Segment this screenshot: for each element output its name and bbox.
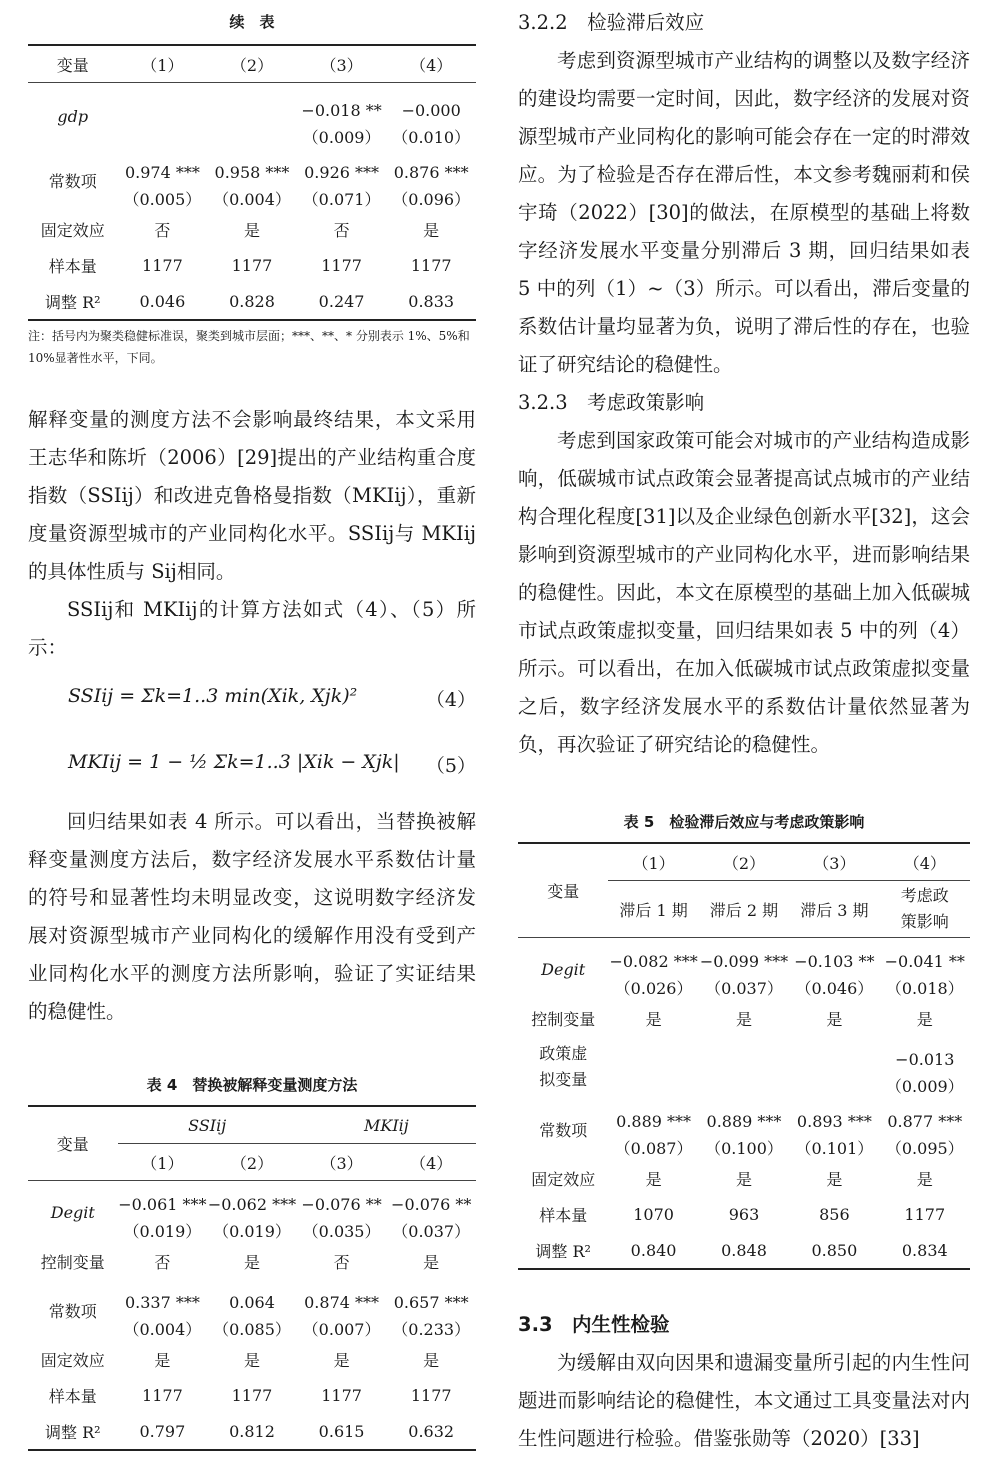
table-header-row: [28, 1106, 476, 1144]
cell: （0.101）: [795, 1138, 874, 1158]
cell: （0.018）: [885, 978, 964, 998]
row-label: 调整 R²: [45, 292, 101, 312]
cell: 0.046: [139, 291, 186, 311]
header-cell: （2）: [699, 843, 789, 881]
cell: 1177: [410, 1385, 452, 1405]
table-row: [518, 938, 970, 975]
cont-table: [28, 44, 476, 321]
cell: 0.840: [630, 1240, 677, 1260]
cell: [789, 1036, 879, 1072]
table-row: [518, 1000, 970, 1036]
header-cell: 变量: [547, 882, 580, 901]
cell: 0.064: [229, 1292, 275, 1312]
paragraph: 解释变量的测度方法不会影响最终结果，本文采用王志华和陈圻（2006）[29]提出的产业结构重合度指数（SSIij）和改进克鲁格曼指数（MKIij），重新度量资源型城市的产业同构化水平。SSIij与 MKIij的具体性质与 Sij相同。: [28, 408, 476, 583]
cell: （0.026）: [614, 978, 693, 998]
equation-4: [28, 667, 476, 733]
cell: [207, 123, 297, 149]
cell: −0.018 **: [301, 100, 382, 120]
header-cell: （3）: [320, 55, 363, 75]
paragraph: 回归结果如表 4 所示。可以看出，当替换被解释变量测度方法后，数字经济发展水平系数估计量的符号和显著性均未明显改变，这说明数字经济发展对资源型城市产业同构化的缓解作用没有受到产业同构化水平的测度方法所影响，验证了实证结果的稳健性。: [28, 810, 476, 1023]
table4: [28, 1105, 476, 1451]
cell: −0.062 ***: [207, 1194, 297, 1214]
cell: 是: [423, 1350, 440, 1370]
cont-table-caption: 续 表: [229, 13, 275, 31]
table-row: [28, 1181, 476, 1218]
row-label: 控制变量: [531, 1009, 596, 1029]
table-row: [518, 1036, 970, 1072]
row-label: gdp: [57, 106, 89, 126]
cell: 是: [735, 1169, 752, 1189]
cell: （0.233）: [392, 1319, 471, 1339]
cell: 0.974 ***: [124, 162, 200, 182]
cell: （0.096）: [392, 189, 471, 209]
cell: 是: [333, 1350, 350, 1370]
section-heading: 3.2.2 检验滞后效应: [518, 11, 705, 34]
cell: （0.005）: [123, 189, 202, 209]
cell: 0.958 ***: [214, 162, 290, 182]
header-cell: （1）: [608, 843, 698, 881]
cell: （0.019）: [213, 1221, 291, 1241]
header-cell: 考虑政策影响: [900, 886, 949, 931]
row-label: 样本量: [539, 1205, 588, 1225]
cell: 1177: [904, 1204, 946, 1224]
cell: 0.833: [408, 291, 455, 311]
cell: −0.061 ***: [118, 1194, 207, 1214]
row-label: 样本量: [48, 256, 97, 276]
table-row: [28, 247, 476, 283]
row-label: Degit: [50, 1202, 95, 1222]
table-row: [28, 1341, 476, 1377]
cell: 是: [243, 1350, 260, 1370]
table-note: 注：括号内为聚类稳健标准误，聚类到城市层面；***、**、* 分别表示 1%、5%和 10%显著性水平，下同。: [28, 329, 470, 365]
header-cell: （4）: [880, 843, 970, 881]
cell: 963: [728, 1204, 760, 1224]
cell: 1177: [231, 255, 273, 275]
section-heading: 3.2.3 考虑政策影响: [518, 391, 705, 414]
cell: 0.834: [901, 1240, 948, 1260]
equation-number: （5）: [425, 755, 476, 777]
cell: 是: [826, 1169, 843, 1189]
header-cell: 滞后 3 期: [800, 900, 869, 920]
cell: 否: [154, 1252, 171, 1272]
table-row: [28, 1243, 476, 1279]
table-row: [28, 1279, 476, 1315]
cell: （0.087）: [614, 1138, 693, 1158]
cell: 0.876 ***: [393, 162, 469, 182]
row-label: 常数项: [48, 171, 97, 191]
cell: 856: [819, 1204, 850, 1224]
header-cell: （4）: [410, 55, 453, 75]
equation-body: MKIij = 1 − ½ Σk=1..3 |Xik − Xjk|: [68, 751, 400, 773]
row-label: 政策虚拟变量: [539, 1044, 588, 1089]
table-row: [518, 1196, 970, 1232]
cell: 1070: [633, 1204, 674, 1224]
cell: 1177: [231, 1385, 273, 1405]
cell: （0.085）: [213, 1319, 291, 1339]
cell: 0.874 ***: [304, 1292, 380, 1312]
cell: 0.889 ***: [616, 1111, 692, 1131]
cell: （0.046）: [795, 978, 874, 998]
left-column: [28, 0, 476, 1451]
cell: −0.041 **: [884, 951, 965, 971]
cell: 0.889 ***: [706, 1111, 782, 1131]
equation-body: SSIij = Σk=1..3 min(Xik, Xjk)²: [68, 685, 358, 707]
cell: （0.071）: [302, 189, 381, 209]
cell: 0.812: [229, 1421, 275, 1441]
cell: 0.337 ***: [124, 1292, 200, 1312]
cell: （0.004）: [123, 1319, 202, 1339]
cell: 0.632: [408, 1421, 455, 1441]
table-row: [28, 211, 476, 247]
equation-5: [28, 733, 476, 799]
cell: 0.615: [318, 1421, 365, 1441]
cell: [118, 123, 208, 149]
table-row: [28, 149, 476, 185]
row-label: Degit: [541, 959, 586, 979]
header-cell: 变量: [56, 1135, 89, 1154]
table5: [518, 842, 970, 1270]
cell: −0.013: [895, 1049, 955, 1069]
header-cell: （3）: [789, 843, 879, 881]
cell: 否: [154, 220, 171, 240]
cell: [699, 1036, 789, 1072]
cell: 是: [916, 1009, 933, 1029]
table-row: [28, 283, 476, 320]
row-label: 控制变量: [40, 1252, 105, 1272]
cell: 0.877 ***: [887, 1111, 963, 1131]
cell: （0.010）: [392, 127, 471, 147]
right-column: [518, 0, 970, 1458]
cell: −0.076 **: [301, 1194, 382, 1214]
cell: 是: [423, 1252, 440, 1272]
row-label: 固定效应: [531, 1169, 596, 1189]
cell: （0.037）: [705, 978, 783, 998]
cell: （0.009）: [885, 1076, 964, 1096]
cell: 否: [333, 1252, 350, 1272]
header-cell: （1）: [141, 55, 184, 75]
cell: 是: [243, 1252, 260, 1272]
cell: 1177: [142, 255, 183, 275]
cell: （0.037）: [392, 1221, 471, 1241]
table-header-row: [28, 45, 476, 83]
cell: （0.007）: [302, 1319, 381, 1339]
header-cell: 滞后 1 期: [619, 900, 688, 920]
cell: 是: [826, 1009, 843, 1029]
row-label: 常数项: [48, 1301, 97, 1321]
cell: 否: [333, 220, 350, 240]
row-label: 固定效应: [40, 1350, 105, 1370]
header-cell: （3）: [320, 1153, 363, 1173]
paragraph: 为缓解由双向因果和遗漏变量所引起的内生性问题进而影响结论的稳健性，本文通过工具变量法对内生性问题进行检验。借鉴张勋等（2020）[33]: [518, 1351, 970, 1450]
cell: 0.797: [139, 1421, 186, 1441]
cell: 0.850: [811, 1240, 858, 1260]
cell: 0.848: [721, 1240, 767, 1260]
cell: −0.082 ***: [609, 951, 698, 971]
cell: 0.247: [318, 291, 365, 311]
header-cell: （1）: [141, 1153, 184, 1173]
cell: （0.095）: [885, 1138, 964, 1158]
cell: 是: [243, 220, 260, 240]
cell: −0.099 ***: [699, 951, 789, 971]
table-row: [518, 1160, 970, 1196]
header-group: SSIij: [118, 1106, 297, 1144]
section-heading: 3.3 内生性检验: [518, 1313, 670, 1336]
table-row: [518, 1098, 970, 1134]
header-cell: （2）: [230, 1153, 274, 1173]
paragraph: 考虑到资源型城市产业结构的调整以及数字经济的建设均需要一定时间，因此，数字经济的发展对资源型城市产业同构化的影响可能会存在一定的时滞效应。为了检验是否存在滞后性，本文参考魏丽莉和侯宇琦（2022）[30]的做法，在原模型的基础上将数字经济发展水平变量分别滞后 3 期，回归结果如表 5 中的列（1）~（3）所示。可以看出，滞后变量的系数估计量均显著为负，说明了滞后性的存在，也验证了研究结论的稳健性。: [518, 49, 970, 376]
cell: 0.893 ***: [796, 1111, 872, 1131]
cell: 1177: [321, 255, 362, 275]
header-cell: （4）: [410, 1153, 453, 1173]
equation-number: （4）: [425, 689, 476, 711]
table-row: [28, 83, 476, 124]
cell: −0.076 **: [391, 1194, 472, 1214]
cell: 是: [735, 1009, 752, 1029]
cell: [608, 1036, 698, 1072]
table5-caption: 表 5 检验滞后效应与考虑政策影响: [623, 813, 865, 831]
cell: [118, 83, 208, 124]
cell: 1177: [142, 1385, 183, 1405]
header-cell: （2）: [230, 55, 274, 75]
row-label: 固定效应: [40, 220, 105, 240]
paragraph: 考虑到国家政策可能会对城市的产业结构造成影响，低碳城市试点政策会显著提高试点城市的产业结构合理化程度[31]以及企业绿色创新水平[32]，这会影响到资源型城市的产业同构化水平，进而影响结果的稳健性。因此，本文在原模型的基础上加入低碳城市试点政策虚拟变量，回归结果如表 5 中的列（4）所示。可以看出，在加入低碳城市试点政策虚拟变量之后，数字经济发展水平的系数估计量依然显著为负，再次验证了研究结论的稳健性。: [518, 429, 970, 756]
cell: 是: [154, 1350, 171, 1370]
cell: [789, 1072, 879, 1098]
cell: 1177: [321, 1385, 362, 1405]
table-row: [518, 1232, 970, 1269]
cell: （0.035）: [302, 1221, 381, 1241]
cell: [608, 1072, 698, 1098]
row-label: 常数项: [539, 1120, 588, 1140]
cell: （0.004）: [213, 189, 291, 209]
table4-caption: 表 4 替换被解释变量测度方法: [146, 1076, 358, 1094]
cell: 是: [423, 220, 440, 240]
cell: −0.000: [401, 100, 461, 120]
cell: 0.828: [229, 291, 275, 311]
cell: （0.009）: [302, 127, 381, 147]
cell: 是: [916, 1169, 933, 1189]
cell: （0.100）: [705, 1138, 783, 1158]
header-group: MKIij: [297, 1106, 476, 1144]
header-cell: 滞后 2 期: [709, 900, 779, 920]
paragraph: SSIij和 MKIij的计算方法如式（4）、（5）所示：: [28, 598, 476, 659]
header-cell: 变量: [56, 55, 89, 75]
cell: （0.019）: [123, 1221, 202, 1241]
row-label: 调整 R²: [45, 1422, 101, 1442]
row-label: 样本量: [48, 1386, 97, 1406]
table-row: [28, 1413, 476, 1450]
cell: 是: [645, 1169, 662, 1189]
table-header-row: [518, 843, 970, 881]
cell: 0.657 ***: [393, 1292, 469, 1312]
cell: 0.926 ***: [304, 162, 380, 182]
row-label: 调整 R²: [535, 1241, 591, 1261]
cell: [207, 83, 297, 124]
cell: 1177: [410, 255, 452, 275]
cell: −0.103 **: [794, 951, 875, 971]
cell: [699, 1072, 789, 1098]
table-row: [28, 1377, 476, 1413]
cell: 是: [645, 1009, 662, 1029]
